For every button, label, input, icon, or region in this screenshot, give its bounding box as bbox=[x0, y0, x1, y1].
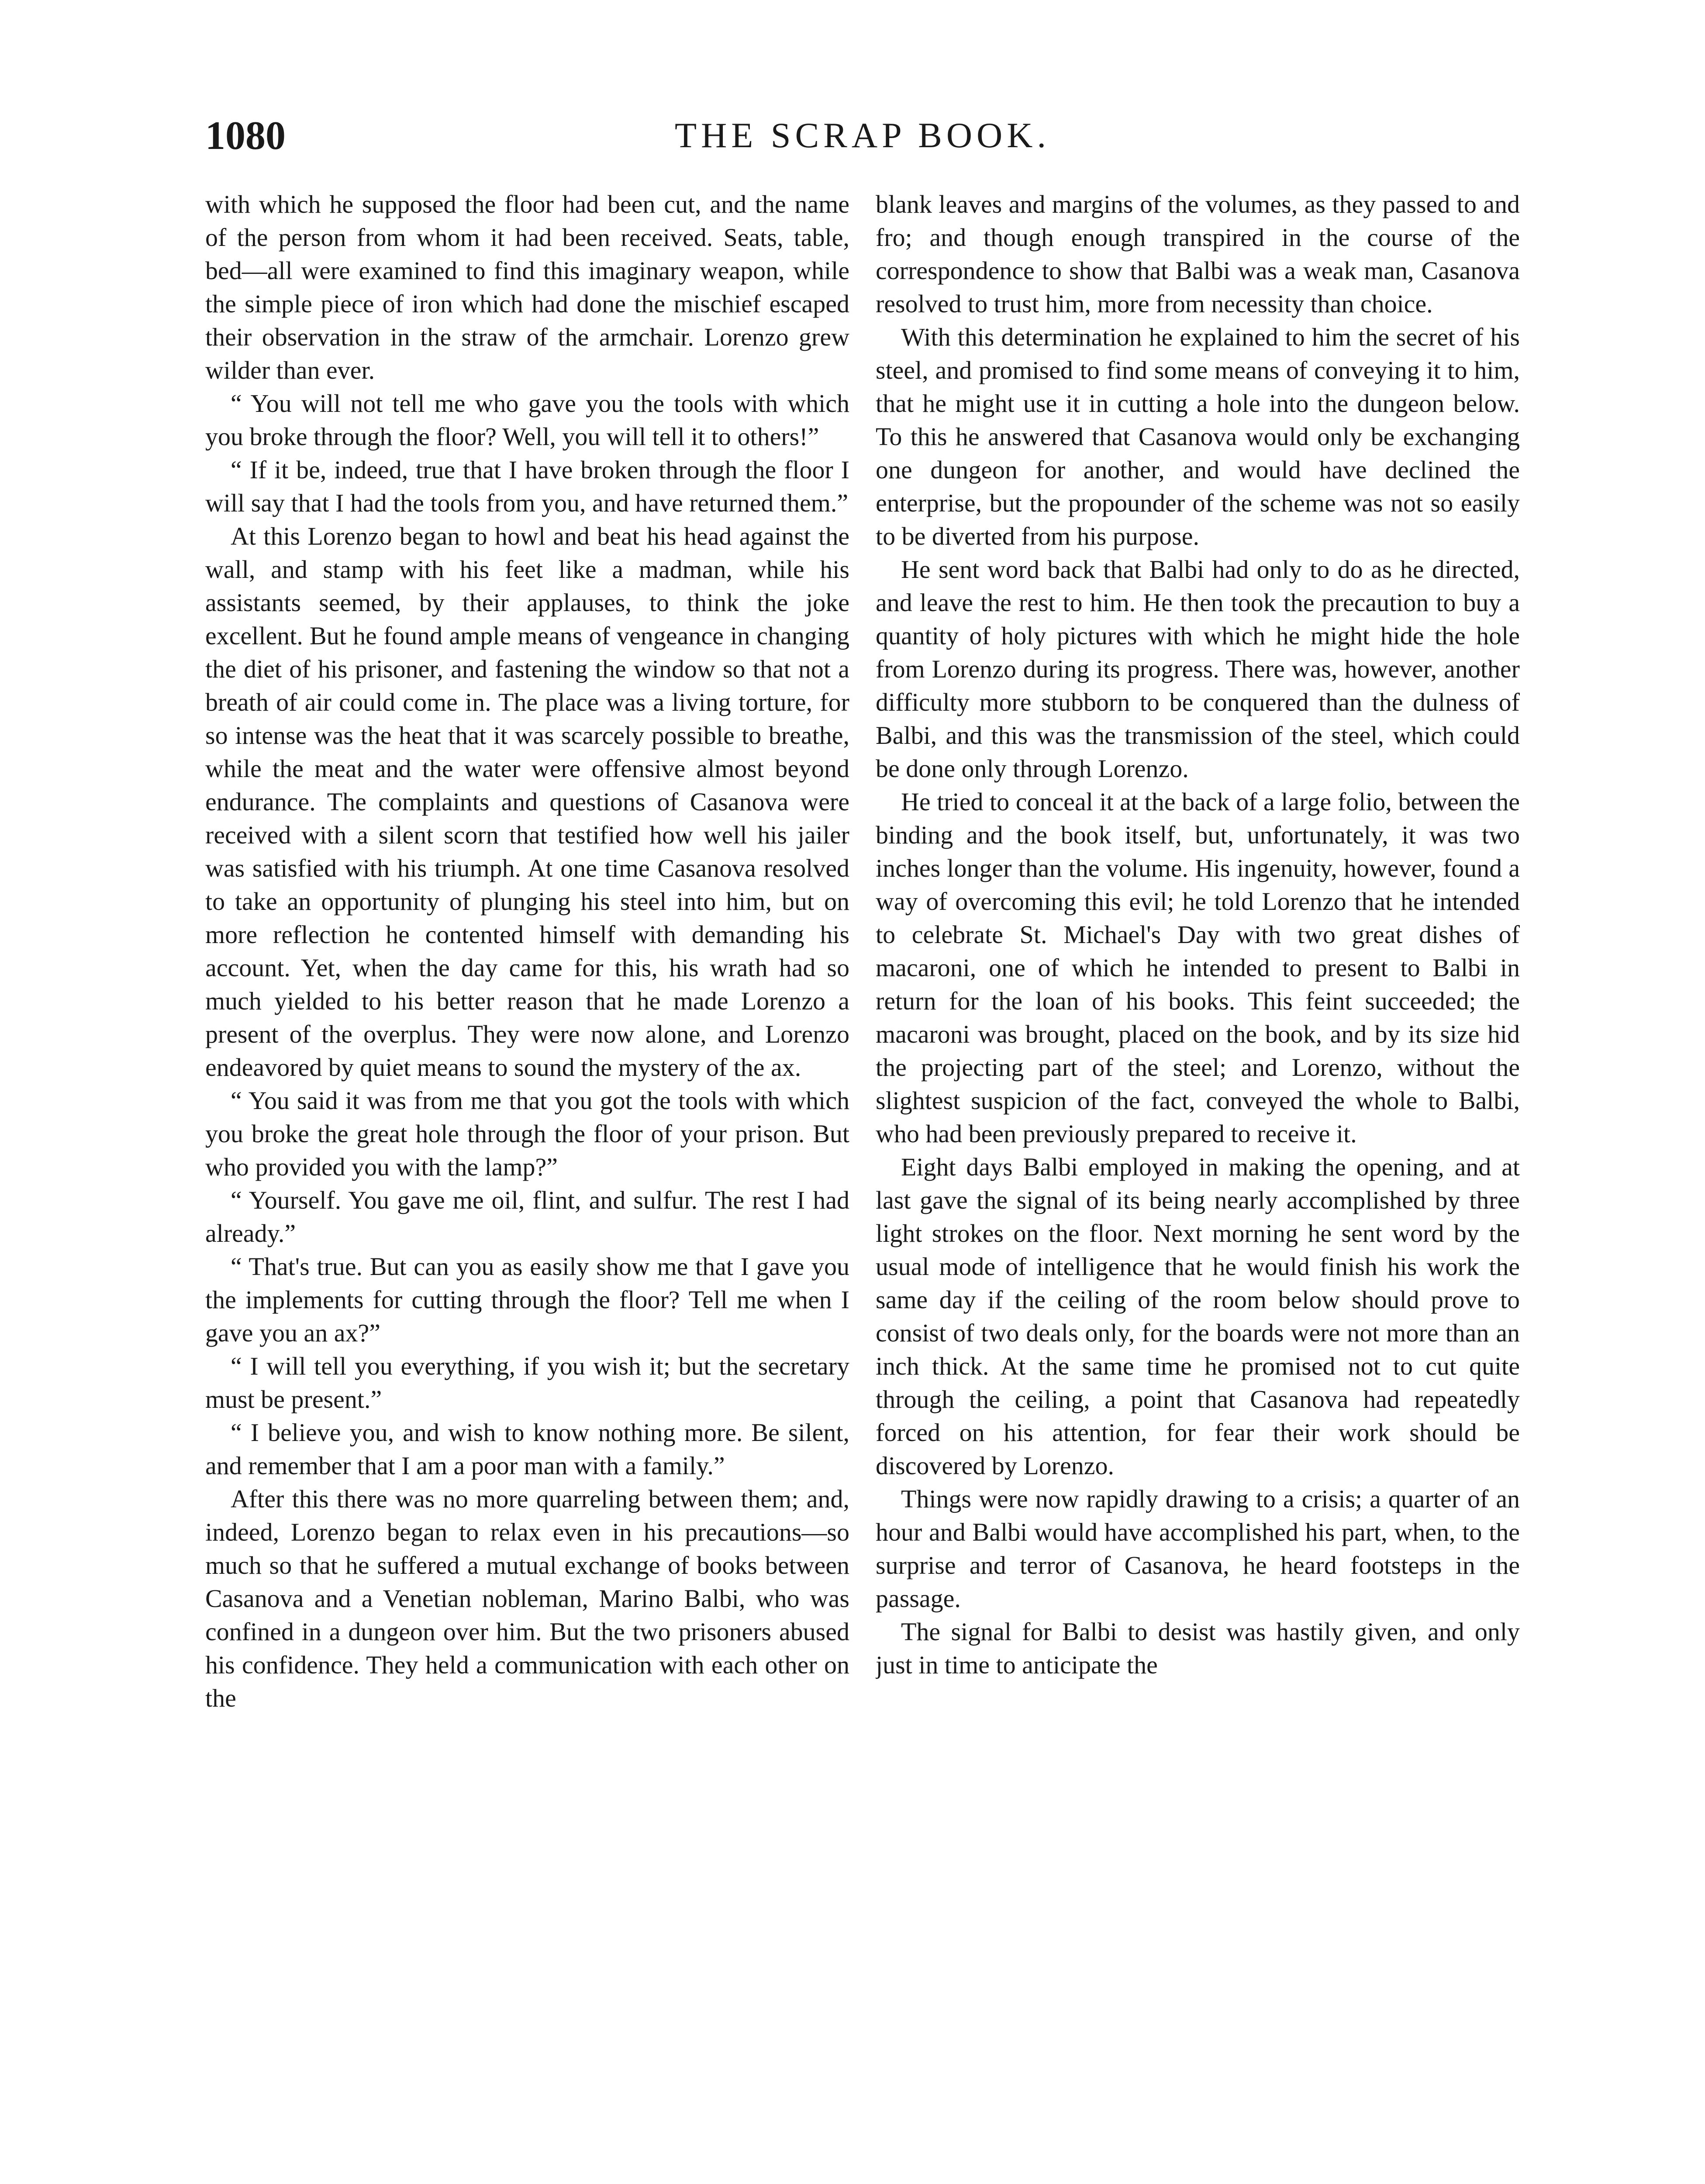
paragraph: “ Yourself. You gave me oil, flint, and sulfur. The rest I had already.” bbox=[205, 1186, 849, 1248]
paragraph: He sent word back that Balbi had only to do as he directed, and leave the rest to him. He then took the precaution to buy a quantity of holy pictures with which he might hide the hole from Lorenzo during its progress. There was, however, another difficulty more stubborn to be conquered than the dulness of Balbi, and this was the transmission of the steel, which could be done only through Lorenzo. bbox=[876, 555, 1520, 783]
paragraph: “ I believe you, and wish to know nothing more. Be silent, and remember that I am a poor man with a family.” bbox=[205, 1418, 849, 1480]
paragraph: At this Lorenzo began to howl and beat his head against the wall, and stamp with his feet like a madman, while his assistants seemed, by their applauses, to think the joke excellent. But he found ample means of vengeance in changing the diet of his prisoner, and fastening the window so that not a breath of air could come in. The place was a living torture, for so intense was the heat that it was scarcely possible to breathe, while the meat and the water were offensive almost beyond endurance. The complaints and questions of Casanova were received with a silent scorn that testified how well his jailer was satisfied with his triumph. At one time Casanova resolved to take an opportunity of plunging his steel into him, but on more reflection he contented himself with demanding his account. Yet, when the day came for this, his wrath had so much yielded to his better reason that he made Lorenzo a present of the overplus. They were now alone, and Lorenzo endeavored by quiet means to sound the mystery of the ax. bbox=[205, 522, 849, 1082]
paragraph: The signal for Balbi to desist was hastily given, and only just in time to anticipate the bbox=[876, 1617, 1520, 1679]
left-column bbox=[205, 188, 849, 2184]
paragraph: “ You will not tell me who gave you the tools with which you broke through the floor? Well, you will tell it to others!” bbox=[205, 389, 849, 451]
paragraph: “ If it be, indeed, true that I have broken through the floor I will say that I had the tools from you, and have returned them.” bbox=[205, 456, 849, 517]
paragraph: with which he supposed the floor had been cut, and the name of the person from whom it had been received. Seats, table, bed—all were examined to find this imaginary weapon, while the simple piece of iron which had done the mischief escaped their observation in the straw of the armchair. Lorenzo grew wilder than ever. bbox=[205, 190, 849, 384]
paragraph: “ I will tell you everything, if you wish it; but the secretary must be present.” bbox=[205, 1352, 849, 1413]
running-title: THE SCRAP BOOK. bbox=[674, 115, 1050, 155]
paragraph: “ That's true. But can you as easily show me that I gave you the implements for cutting through the floor? Tell me when I gave you an ax?” bbox=[205, 1252, 849, 1347]
paragraph: He tried to conceal it at the back of a large folio, between the binding and the book itself, but, unfortunately, it was two inches longer than the volume. His ingenuity, however, found a way of overcoming this evil; he told Lorenzo that he intended to celebrate St. Michael's Day with two great dishes of macaroni, one of which he intended to present to Balbi in return for the loan of his books. This feint succeeded; the macaroni was brought, placed on the book, and by its size hid the projecting part of the steel; and Lorenzo, without the slightest suspicion of the fact, conveyed the whole to Balbi, who had been previously prepared to receive it. bbox=[876, 788, 1520, 1148]
paragraph: Eight days Balbi employed in making the opening, and at last gave the signal of its being nearly accomplished by three light strokes on the floor. Next morning he sent word by the usual mode of intelligence that he would finish his work the same day if the ceiling of the room below should prove to consist of two deals only, for the boards were not more than an inch thick. At the same time he promised not to cut quite through the ceiling, a point that Casanova had repeatedly forced on his attention, for fear their work should be discovered by Lorenzo. bbox=[876, 1153, 1520, 1480]
page-number: 1080 bbox=[205, 113, 286, 158]
paragraph: “ You said it was from me that you got the tools with which you broke the great hole through the floor of your prison. But who provided you with the lamp?” bbox=[205, 1086, 849, 1181]
paragraph: With this determination he explained to him the secret of his steel, and promised to find some means of conveying it to him, that he might use it in cutting a hole into the dungeon below. To this he answered that Casanova would only be exchanging one dungeon for another, and would have declined the enterprise, but the propounder of the scheme was not so easily to be diverted from his purpose. bbox=[876, 323, 1520, 550]
paragraph: After this there was no more quarreling between them; and, indeed, Lorenzo began to relax even in his precautions—so much so that he suffered a mutual exchange of books between Casanova and a Venetian nobleman, Marino Balbi, who was confined in a dungeon over him. But the two prisoners abused his confidence. They held a communication with each other on the bbox=[205, 1485, 849, 1712]
paragraph: Things were now rapidly drawing to a crisis; a quarter of an hour and Balbi would have accomplished his part, when, to the surprise and terror of Casanova, he heard footsteps in the passage. bbox=[876, 1485, 1520, 1613]
page-header bbox=[205, 105, 1520, 166]
paragraph: blank leaves and margins of the volumes, as they passed to and fro; and though enough transpired in the course of the correspondence to show that Balbi was a weak man, Casanova resolved to trust him, more from necessity than choice. bbox=[876, 190, 1520, 318]
right-column bbox=[876, 188, 1520, 2184]
